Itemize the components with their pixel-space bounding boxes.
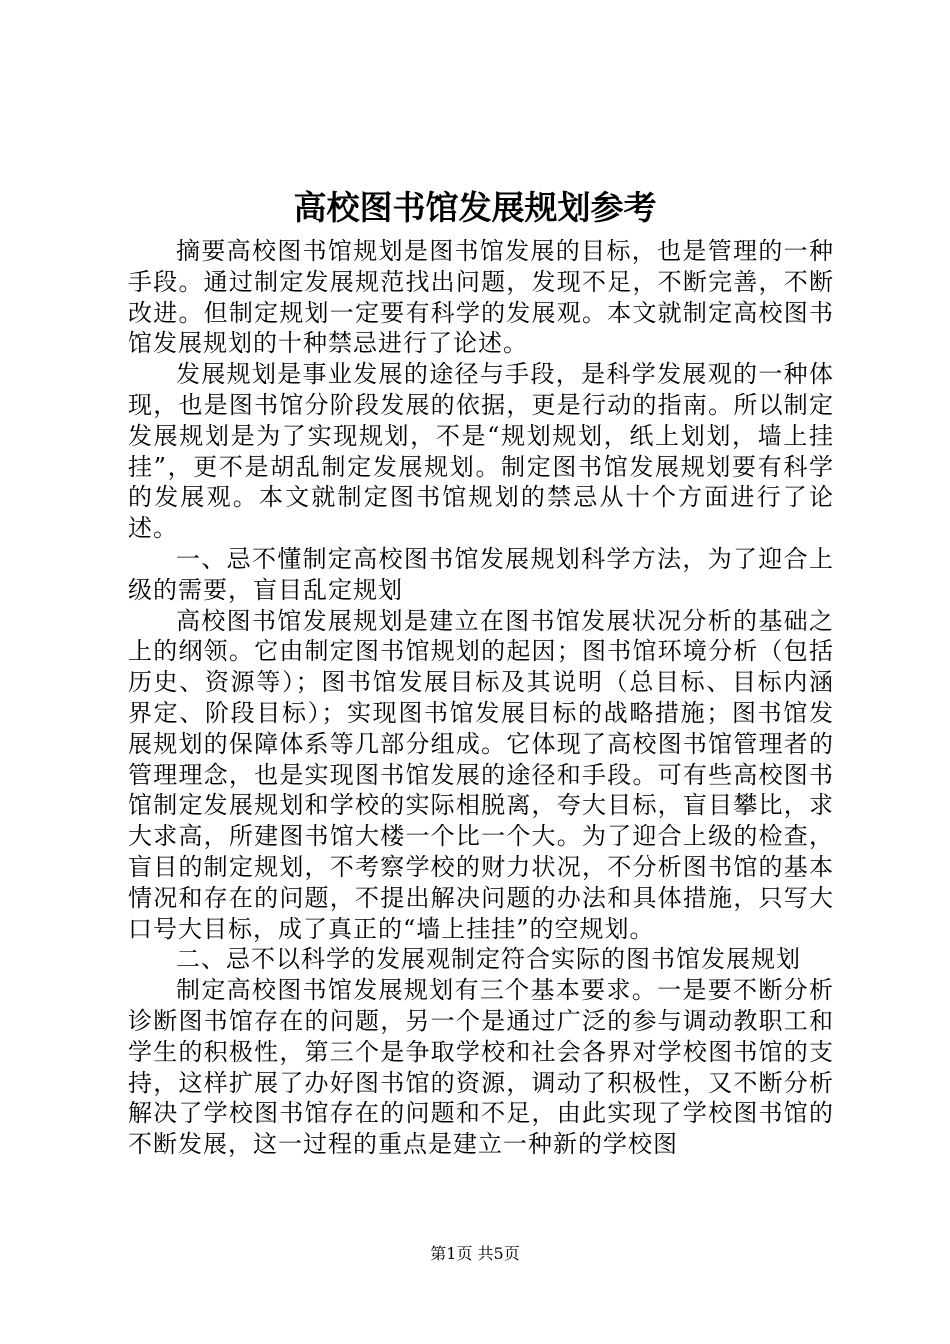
page-footer: 第1页 共5页 [430, 1244, 520, 1263]
paragraph-section-2: 制定高校图书馆发展规划有三个基本要求。一是要不断分析诊断图书馆存在的问题，另一个是通过广泛的参与调动教职工和学生的积极性，第三个是争取学校和社会各界对学校图书馆的支持，这样扩展了办好图书馆的资源，调动了积极性，又不断分析解决了学校图书馆存在的问题和不足，由此实现了学校图书馆的不断发展，这一过程的重点是建立一种新的学校图 [128, 976, 834, 1159]
document-body [128, 236, 834, 1160]
document-title: 高校图书馆发展规划参考 [293, 188, 657, 227]
section-heading-1: 一、忌不懂制定高校图书馆发展规划科学方法，为了迎合上级的需要，盲目乱定规划 [128, 544, 834, 604]
section-heading-2: 二、忌不以科学的发展观制定符合实际的图书馆发展规划 [176, 945, 801, 974]
paragraph-intro: 发展规划是事业发展的途径与手段，是科学发展观的一种体现，也是图书馆分阶段发展的依据，更是行动的指南。所以制定发展规划是为了实现规划，不是“规划规划，纸上划划，墙上挂挂”，更不是胡乱制定发展规划。制定图书馆发展规划要有科学的发展观。本文就制定图书馆规划的禁忌从十个方面进行了论述。 [128, 360, 834, 543]
paragraph-section-1: 高校图书馆发展规划是建立在图书馆发展状况分析的基础之上的纲领。它由制定图书馆规划的起因；图书馆环境分析（包括历史、资源等）；图书馆发展目标及其说明（总目标、目标内涵界定、阶段目标）；实现图书馆发展目标的战略措施；图书馆发展规划的保障体系等几部分组成。它体现了高校图书馆管理者的管理理念，也是实现图书馆发展的途径和手段。可有些高校图书馆制定发展规划和学校的实际相脱离，夸大目标，盲目攀比，求大求高，所建图书馆大楼一个比一个大。为了迎合上级的检查，盲目的制定规划，不考察学校的财力状况，不分析图书馆的基本情况和存在的问题，不提出解决问题的办法和具体措施，只写大口号大目标，成了真正的“墙上挂挂”的空规划。 [128, 606, 834, 943]
paragraph-abstract: 摘要高校图书馆规划是图书馆发展的目标，也是管理的一种手段。通过制定发展规范找出问题，发现不足，不断完善，不断改进。但制定规划一定要有科学的发展观。本文就制定高校图书馆发展规划的十种禁忌进行了论述。 [128, 237, 834, 358]
